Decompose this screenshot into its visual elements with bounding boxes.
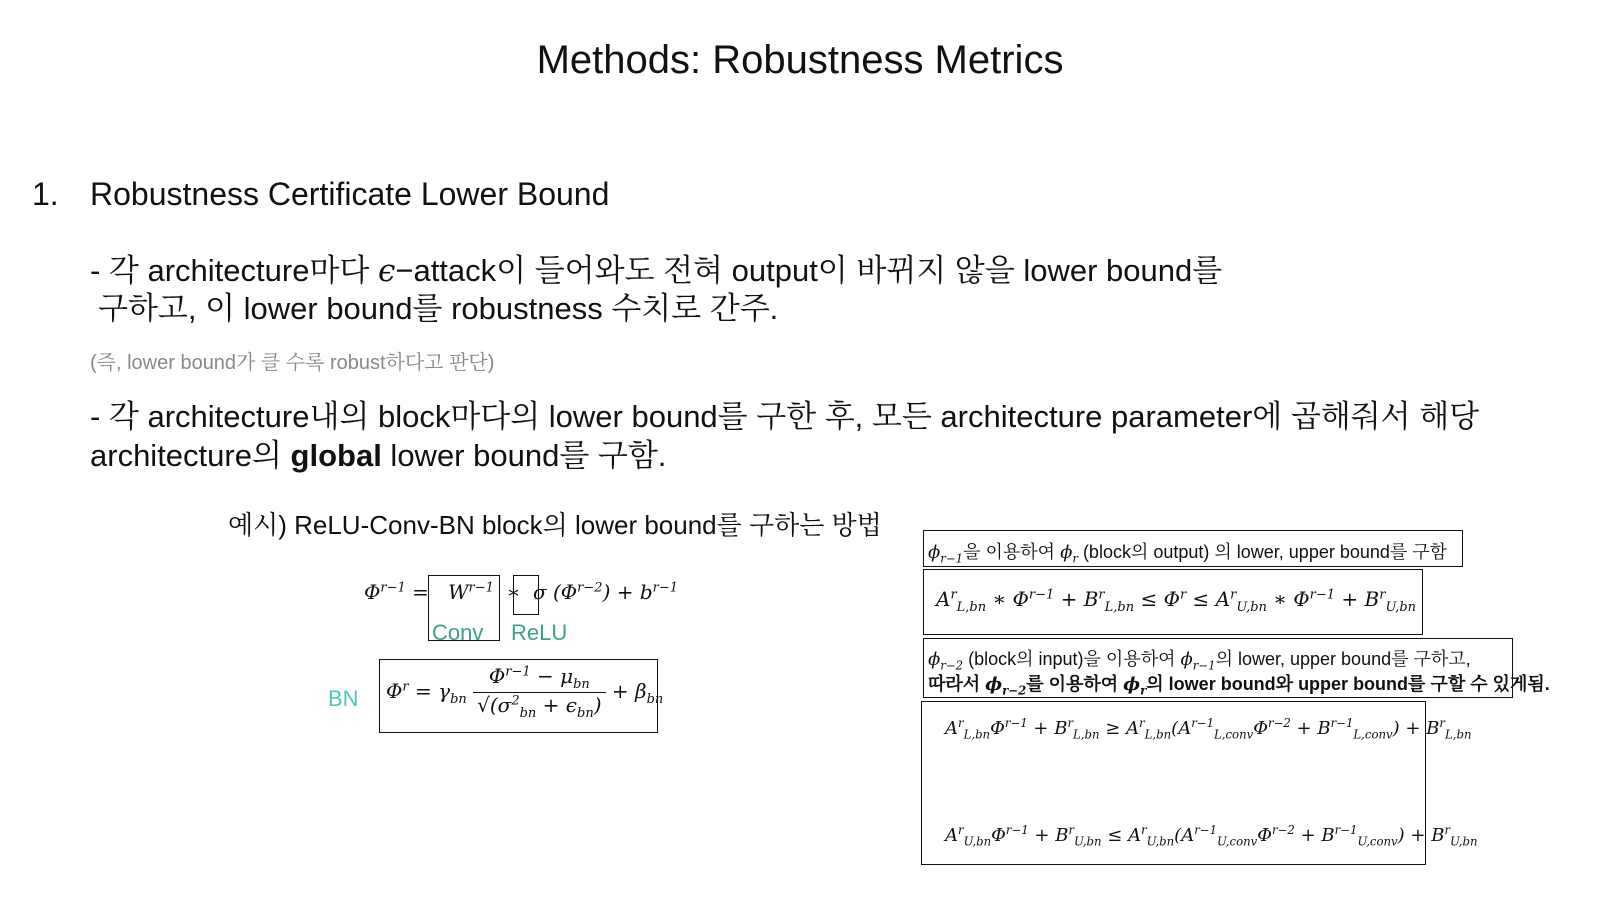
note-2-line-2: 따라서 $\phi_{r-2}$를 이용하여 $\phi_r$의 lower bound와 upper bound를 구할 수 있게됨. — [928, 674, 1550, 698]
note-2-text-b: 의 lower, upper bound를 구하고, — [1215, 649, 1471, 669]
bullet-2-line-2 — [90, 437, 666, 475]
section-number: 1. — [32, 176, 59, 212]
bullet-2-line-1: - 각 architecture내의 block마다의 lower bound를 구한 후, 모든 architecture parameter에 곱해줘서 해당 — [90, 399, 1480, 434]
relu-label: ReLU — [511, 620, 568, 645]
upper-bound-equation: $A^r_{U,bn}\Phi^{r-1} + B^r_{U,bn} \le A^r_{U,bn}(A^{r-1}_{U,conv}\Phi^{r-2} + B^{r-1}_{U,conv}) + B^r_{U,bn}$ — [945, 823, 1478, 849]
note-1-text: 을 이용하여 — [963, 542, 1061, 562]
section-title: Robustness Certificate Lower Bound — [90, 176, 610, 212]
lower-bound-equation: $A^r_{L,bn}\Phi^{r-1} + B^r_{L,bn} \ge A^r_{L,bn}(A^{r-1}_{L,conv}\Phi^{r-2} + B^{r-1}_{L,conv}) + B^r_{L,bn}$ — [945, 716, 1472, 742]
bullet-2-text-a: architecture의 — [90, 438, 291, 473]
bullet-1-line-1 — [90, 252, 1222, 290]
note-1-tail: (block의 output) 의 lower, upper bound를 구함 — [1077, 542, 1448, 562]
bn-label: BN — [328, 686, 359, 711]
page-title: Methods: Robustness Metrics — [536, 38, 1064, 82]
note-2-text-c: 따라서 — [928, 674, 986, 694]
note-2-text-e: 의 lower bound와 upper bound를 구할 수 있게됨. — [1146, 674, 1550, 694]
note-2-line-1: $\phi_{r-2}$ (block의 input)을 이용하여 $\phi_{r-1}$의 lower, upper bound를 구하고, — [928, 649, 1471, 673]
conv-relu-equation: $\Phi^{r-1} = W^{r-1}$ ∗ σ $(\Phi^{r-2}) + b^{r-1}$ — [364, 580, 679, 604]
bullet-2-bold: global — [290, 438, 382, 473]
conv-label: Conv — [432, 620, 484, 645]
bullet-2-text-b: lower bound를 구함. — [381, 438, 667, 473]
example-heading: 예시) ReLU-Conv-BN block의 lower bound를 구하는 방법 — [228, 510, 882, 540]
bullet-1-text-a: - 각 architecture마다 — [90, 253, 378, 288]
bullet-1-text-b: −attack이 들어와도 전혀 output이 바뀌지 않을 lower bound를 — [395, 253, 1223, 288]
bn-equation: $\Phi^r = \gamma_{bn}$ $\frac{\Phi^{r-1} - \mu_{bn}}{√(\sigma^2_{bn} + \epsilon_{bn})}$ + $\beta_{bn}$ — [386, 664, 664, 721]
block-bound-equation: $A^r_{L,bn}$ ∗ $\Phi^{r-1} + B^r_{L,bn} \le \Phi^r \le A^r_{U,bn}$ ∗ $\Phi^{r-1} + B^r_{U,bn}$ — [936, 587, 1417, 615]
note-1: $\phi_{r-1}$을 이용하여 $\phi_r$ (block의 output) 의 lower, upper bound를 구함 — [928, 542, 1448, 566]
note-2-text-a: (block의 input)을 이용하여 — [963, 649, 1181, 669]
note-2-text-d: 를 이용하여 — [1026, 674, 1124, 694]
bullet-1-note: (즉, lower bound가 클 수록 robust하다고 판단) — [90, 352, 495, 374]
relu-box — [513, 575, 539, 615]
epsilon-symbol: ϵ — [377, 253, 396, 289]
bullet-1-line-2: 구하고, 이 lower bound를 robustness 수치로 간주. — [98, 291, 779, 326]
